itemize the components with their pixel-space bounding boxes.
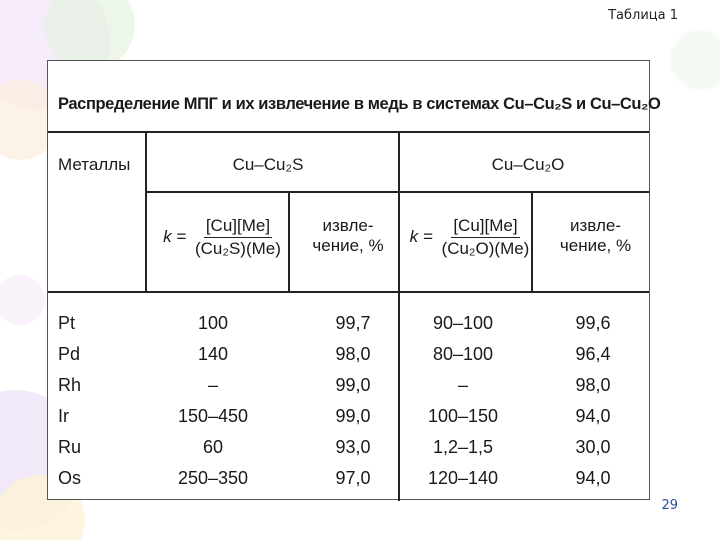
recovery2-cell: 94,0 <box>575 406 611 426</box>
k2-cell: 90–100 <box>432 313 494 333</box>
table-title: Распределение МПГ и их извлечение в медь в системах Cu–Cu₂S и Cu–Cu₂O <box>58 95 661 113</box>
recovery2-cell: 30,0 <box>575 437 611 457</box>
table-row <box>48 375 651 406</box>
metal-cell: Os <box>58 468 82 488</box>
k2-cell: 100–150 <box>427 406 499 426</box>
page-number: 29 <box>661 498 678 513</box>
k2-cell: 1,2–1,5 <box>432 437 494 457</box>
recovery1-cell: 99,0 <box>335 406 371 426</box>
rule-subheader <box>145 191 649 193</box>
metal-cell: Ir <box>58 406 69 426</box>
header-k-formula-1 <box>158 216 288 258</box>
k-denominator-2: (Cu₂O)(Me) <box>441 238 530 258</box>
k-fraction-1 <box>193 216 283 258</box>
header-metals: Металлы <box>58 155 131 174</box>
header-k-formula-2 <box>408 216 533 258</box>
scanned-table <box>47 60 661 500</box>
k1-cell: 250–350 <box>177 468 249 488</box>
recovery2-cell: 98,0 <box>575 375 611 395</box>
table-row <box>48 437 651 468</box>
metal-cell: Pt <box>58 313 76 333</box>
k1-cell: 140 <box>197 344 229 364</box>
table-row <box>48 344 651 375</box>
header-recovery-1: извле- чение, % <box>312 216 384 255</box>
k2-cell: 120–140 <box>427 468 499 488</box>
recovery2-cell: 96,4 <box>575 344 611 364</box>
header-group-cu2s: Cu–Cu₂S <box>232 155 304 174</box>
k-fraction-2 <box>440 216 532 258</box>
rule-header-bottom <box>48 291 649 293</box>
recovery1-cell: 97,0 <box>335 468 371 488</box>
recovery1-cell: 98,0 <box>335 344 371 364</box>
k-denominator-1: (Cu₂S)(Me) <box>194 238 281 258</box>
metal-cell: Ru <box>58 437 82 457</box>
header-recovery-2: извле- чение, % <box>559 216 632 255</box>
rule-top <box>48 131 649 133</box>
k1-cell: 100 <box>197 313 229 333</box>
k-label: k = <box>163 226 187 246</box>
metal-cell: Pd <box>58 344 81 364</box>
table-row <box>48 313 651 344</box>
k2-cell: 80–100 <box>432 344 494 364</box>
k1-cell: 150–450 <box>177 406 249 426</box>
recovery2-cell: 99,6 <box>575 313 611 333</box>
k1-cell: 60 <box>202 437 224 457</box>
table-row <box>48 468 651 499</box>
metal-cell: Rh <box>58 375 82 395</box>
k2-cell: – <box>457 375 468 395</box>
k-numerator-2: [Cu][Me] <box>451 216 519 238</box>
rule-col-sub1 <box>288 191 290 291</box>
table-caption: Таблица 1 <box>608 8 678 23</box>
k-numerator-1: [Cu][Me] <box>204 216 272 238</box>
recovery1-cell: 93,0 <box>335 437 371 457</box>
recovery1-cell: 99,7 <box>335 313 371 333</box>
recovery1-cell: 99,0 <box>335 375 371 395</box>
k1-cell: – <box>207 375 218 395</box>
header-group-cu2o: Cu–Cu₂O <box>491 155 565 174</box>
k-label-2: k = <box>409 226 433 246</box>
table-row <box>48 406 651 437</box>
rule-col-metals <box>145 131 147 291</box>
recovery2-cell: 94,0 <box>575 468 611 488</box>
